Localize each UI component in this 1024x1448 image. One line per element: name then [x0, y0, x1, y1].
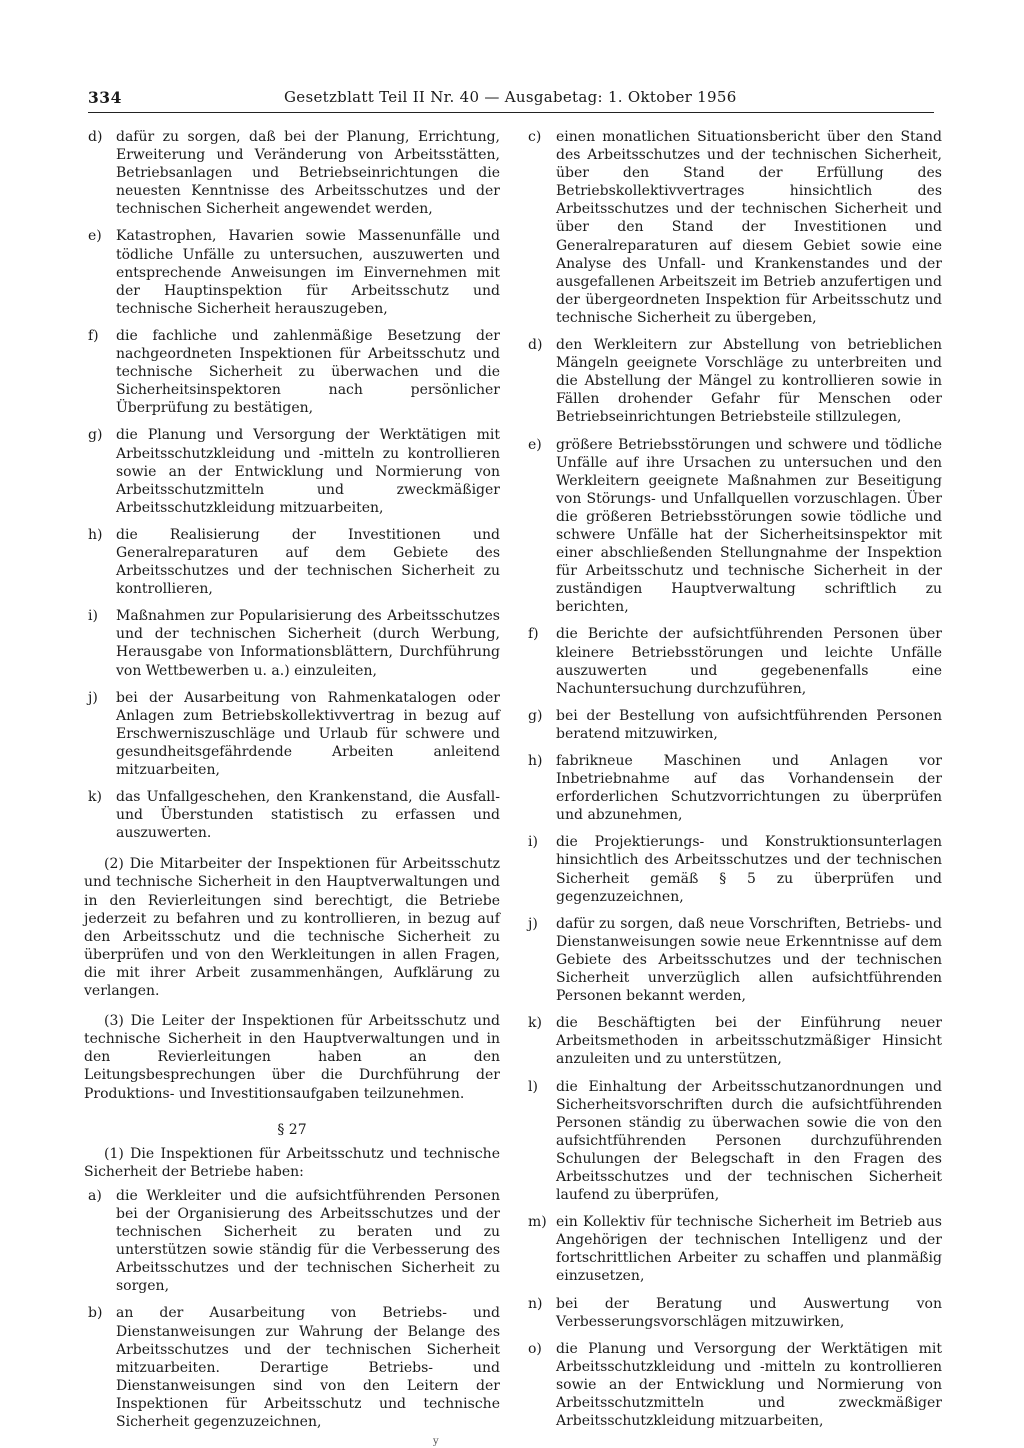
list-item: [84, 227, 500, 317]
item-label: f): [528, 626, 539, 643]
item-text: die Berichte der aufsichtführenden Personen über kleinere Betriebsstörungen und leichte Unfälle auszuwerten und gegebenenfalls eine Nachuntersuchung durchzuführen,: [556, 626, 942, 697]
item-text: ein Kollektiv für technische Sicherheit im Betrieb aus Angehörigen der technischen Intelligenz und der fortschrittlichen Arbeiter zu schaffen und planmäßig einzusetzen,: [556, 1214, 942, 1285]
page-header: [88, 88, 934, 113]
item-label: g): [528, 707, 543, 724]
list-item: [84, 689, 500, 779]
item-label: e): [88, 228, 102, 245]
item-text: bei der Bestellung von aufsichtführenden Personen beratend mitzuwirken,: [556, 707, 942, 742]
list-item: [84, 607, 500, 679]
item-text: die Realisierung der Investitionen und Generalreparaturen auf dem Gebiete des Arbeitsschutzes und der technischen Sicherheit zu kontrollieren,: [116, 526, 500, 598]
item-label: o): [528, 1340, 542, 1357]
list-item: [84, 128, 500, 218]
item-text: Maßnahmen zur Popularisierung des Arbeitsschutzes und der technischen Sicherheit (durch Werbung, Herausgabe von Informationsblättern, Durchführung von Wettbewerben u. a.) einzuleiten,: [116, 608, 500, 679]
item-text: die Werkleiter und die aufsichtführenden Personen bei der Organisierung des Arbeitsschutzes und der technischen Sicherheit zu beraten und zu unterstützen sowie ständig für die Verbesserung des Arbeitsschutzes und der technischen Sicherheit zu sorgen,: [116, 1187, 500, 1295]
list-item: [524, 436, 942, 617]
item-text: fabrikneue Maschinen und Anlagen vor Inbetriebnahme auf das Vorhandensein der erforderlichen Schutzvorrichtungen zu überprüfen und abzunehmen,: [556, 753, 942, 824]
item-text: an der Ausarbeitung von Betriebs- und Dienstanweisungen zur Wahrung der Belange des Arbeitsschutzes und der technischen Sicherheit mitzuarbeiten. Derartige Betriebs- und Dienstanweisungen sind von den Leitern der Inspektionen für Arbeitsschutz und technische Sicherheit gegenzuzeichnen,: [116, 1305, 500, 1430]
running-title: Gesetzblatt Teil II Nr. 40 — Ausgabetag: 1. Oktober 1956: [284, 88, 737, 106]
list-item: [524, 1295, 942, 1331]
item-text: die Einhaltung der Arbeitsschutzanordnungen und Sicherheitsvorschriften durch die aufsichtführenden Personen ständig zu überwachen sowie die von den aufsichtführenden Personen durchzuführenden Schulungen der Belegschaft in den Fragen des Arbeitsschutzes und der technischen Sicherheit laufend zu überprüfen,: [556, 1078, 942, 1204]
item-text: die Projektierungs- und Konstruktionsunterlagen hinsichtlich des Arbeitsschutzes und der technischen Sicherheit gemäß § 5 zu überprüfen und gegenzuzeichnen,: [556, 834, 942, 905]
right-column: [524, 128, 942, 1439]
item-text: Katastrophen, Havarien sowie Massenunfälle und tödliche Unfälle zu untersuchen, auszuwerten und entsprechende Anweisungen im Einvernehmen mit der Hauptinspektion für Arbeitsschutz und technische Sicherheit herauszugeben,: [116, 228, 500, 317]
item-text: den Werkleitern zur Abstellung von betrieblichen Mängeln geeignete Vorschläge zu unterbreiten und die Abstellung der Mängel zu kontrollieren sowie in Fällen drohender Gefahr für Menschen oder Betriebseinrichtungen Betriebsteile stillzulegen,: [556, 337, 942, 426]
paragraph-3: (3) Die Leiter der Inspektionen für Arbeitsschutz und technische Sicherheit in den Hauptverwaltungen und in den Revierleitungen haben an den Leitungsbesprechungen über die Durchführung der Produktions- und Investitionsaufgaben teilzunehmen.: [84, 1013, 500, 1102]
list-item: [524, 336, 942, 426]
list-item: [524, 915, 942, 1005]
list-item: [524, 128, 942, 327]
section-intro: (1) Die Inspektionen für Arbeitsschutz und technische Sicherheit der Betriebe haben:: [84, 1145, 500, 1180]
item-label: k): [88, 789, 102, 806]
item-label: j): [88, 689, 98, 706]
list-item: [84, 327, 500, 417]
list-item: [524, 1340, 942, 1430]
list-top: [84, 128, 500, 842]
item-text: das Unfallgeschehen, den Krankenstand, die Ausfall- und Überstunden statistisch zu erfassen und auszuwerten.: [116, 789, 500, 842]
item-label: f): [88, 327, 99, 344]
list-item: [524, 752, 942, 824]
section-heading: § 27: [277, 1121, 307, 1138]
item-text: die Planung und Versorgung der Werktätigen mit Arbeitsschutzkleidung und -mitteln zu kontrollieren sowie an der Entwicklung und Normierung von Arbeitsschutzmitteln und zweckmäßiger Arbeitsschutzkleidung mitzuarbeiten,: [556, 1340, 942, 1430]
list-item: [84, 1304, 500, 1431]
item-text: die Beschäftigten bei der Einführung neuer Arbeitsmethoden in arbeitsschutzmäßiger Hinsicht anzuleiten und zu unterstützen,: [556, 1015, 942, 1068]
item-text: einen monatlichen Situationsbericht über den Stand des Arbeitsschutzes und der technischen Sicherheit, über den Stand der Erfüllung des Betriebskollektivvertrages hinsichtlich des Arbeitsschutzes und der technischen Sicherheit und über den Stand der Investitionen und Generalreparaturen auf diesem Gebiet sowie eine Analyse des Unfall- und Krankenstandes und der ausgefallenen Arbeitszeit im Betrieb anzufertigen und der übergeordneten Inspektion für Arbeitsschutz und technische Sicherheit zu übergeben,: [556, 129, 942, 326]
item-text: die fachliche und zahlenmäßige Besetzung der nachgeordneten Inspektionen für Arbeitsschutz und technische Sicherheit zu überwachen und die Sicherheitsinspektoren nach persönlicher Überprüfung zu bestätigen,: [116, 327, 500, 417]
item-text: dafür zu sorgen, daß bei der Planung, Errichtung, Erweiterung und Veränderung von Arbeitsstätten, Betriebsanlagen und Betriebseinrichtungen die neuesten Kenntnisse des Arbeitsschutzes und der technischen Sicherheit angewendet werden,: [116, 129, 500, 218]
list-item: [84, 1187, 500, 1296]
item-label: h): [528, 753, 543, 769]
list-item: [524, 833, 942, 905]
item-label: a): [88, 1187, 102, 1204]
footer-mark: y: [433, 1436, 439, 1447]
item-label: g): [88, 427, 103, 444]
list-item: [84, 426, 500, 516]
item-label: h): [88, 526, 103, 543]
item-text: bei der Ausarbeitung von Rahmenkatalogen oder Anlagen zum Betriebskollektivvertrag in bezug auf Erschwerniszuschläge und Urlaub für schwere und gesundheitsgefährdende Arbeiten anleitend mitzuarbeiten,: [116, 689, 500, 778]
list-item: [84, 526, 500, 598]
page-number: 334: [88, 88, 122, 107]
list-item: [524, 625, 942, 697]
item-label: l): [528, 1078, 538, 1095]
item-text: dafür zu sorgen, daß neue Vorschriften, Betriebs- und Dienstanweisungen sowie neue Erkenntnisse auf dem Gebiete des Arbeitsschutzes und der technischen Sicherheit unverzüglich allen aufsichtführenden Personen bekannt werden,: [556, 915, 942, 1005]
item-label: n): [528, 1295, 543, 1312]
list-right: [524, 128, 942, 1430]
item-text: bei der Beratung und Auswertung von Verbesserungsvorschlägen mitzuwirken,: [556, 1295, 942, 1330]
item-label: d): [528, 337, 543, 354]
item-label: b): [88, 1305, 103, 1322]
left-column: [84, 128, 500, 1440]
item-label: j): [528, 915, 538, 932]
item-label: i): [88, 608, 98, 625]
item-text: größere Betriebsstörungen und schwere und tödliche Unfälle auf ihre Ursachen zu untersuchen und den Werkleitern geeignete Maßnahmen zur Beseitigung von Störungs- und Unfallquellen vorzuschlagen. Über die größeren Betriebsstörungen sowie tödliche und schwere Unfälle hat der Sicherheitsinspektor mit einer abschließenden Stellungnahme der Inspektion für Arbeitsschutz und technische Sicherheit in der zuständigen Hauptverwaltung schriftlich zu berichten,: [556, 436, 942, 616]
item-label: e): [528, 436, 542, 453]
list-bottom: [84, 1187, 500, 1431]
list-item: [524, 1014, 942, 1068]
item-label: k): [528, 1015, 542, 1032]
list-item: [84, 788, 500, 842]
paragraph-2: (2) Die Mitarbeiter der Inspektionen für Arbeitsschutz und technische Sicherheit in den Hauptverwaltungen und in den Revierleitungen sind berechtigt, die Betriebe jederzeit zu befahren und zu kontrollieren, in bezug auf den Arbeitsschutz und die technische Sicherheit zu überprüfen und von den Werkleitungen in allen Fragen, die mit ihrer Arbeit zusammenhängen, Aufklärung zu verlangen.: [84, 856, 500, 1000]
list-item: [524, 707, 942, 743]
item-text: die Planung und Versorgung der Werktätigen mit Arbeitsschutzkleidung und -mitteln zu kontrollieren sowie an der Entwicklung und Normierung von Arbeitsschutzmitteln und zweckmäßiger Arbeitsschutzkleidung mitzuarbeiten,: [116, 427, 500, 516]
item-label: i): [528, 834, 538, 851]
item-label: c): [528, 129, 542, 145]
item-label: d): [88, 129, 103, 145]
item-label: m): [528, 1214, 547, 1231]
list-item: [524, 1078, 942, 1205]
list-item: [524, 1213, 942, 1285]
